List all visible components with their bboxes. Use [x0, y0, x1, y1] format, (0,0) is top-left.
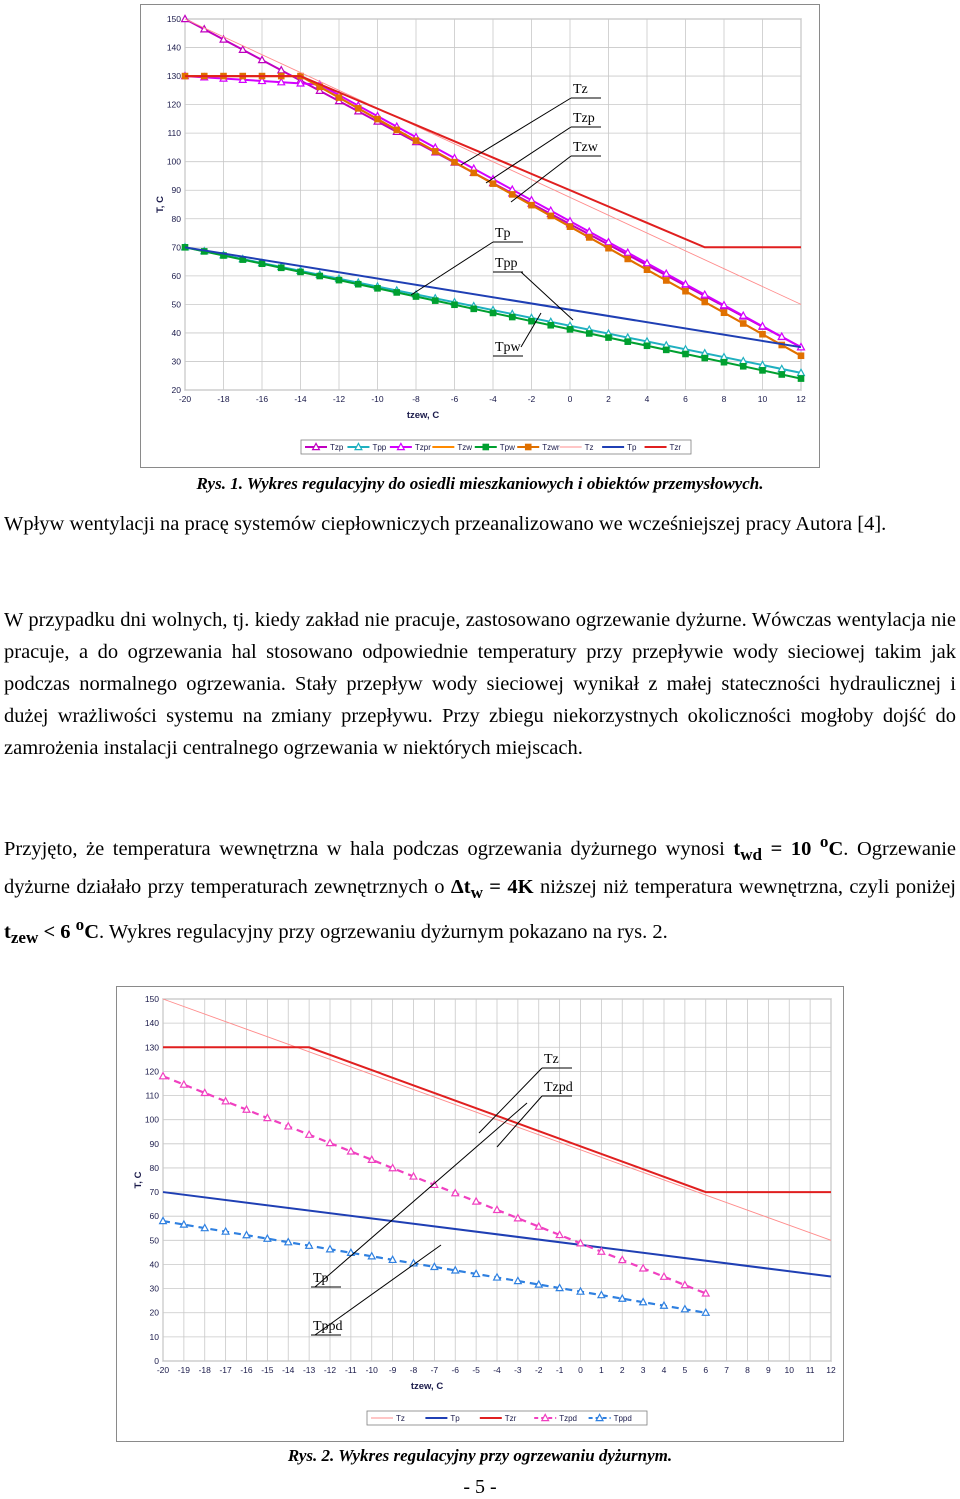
y-axis-label: T, C [133, 1171, 144, 1189]
y-tick-label: 110 [145, 1090, 159, 1101]
x-tick-label: 6 [703, 1365, 709, 1375]
legend-label-tz: Tz [396, 1414, 405, 1423]
point-tzwr [452, 159, 458, 165]
point-tzwr [336, 95, 342, 101]
x-tick-label: -6 [450, 394, 459, 404]
point-tpw [452, 302, 458, 308]
y-axis-label: T, C [155, 196, 166, 213]
point-tpw [798, 376, 804, 382]
callout-label: Tz [544, 1052, 559, 1067]
x-tick-label: 8 [745, 1365, 750, 1375]
legend-label-tzw: Tzw [457, 443, 473, 452]
y-tick-label: 0 [154, 1356, 159, 1366]
y-tick-label: 30 [149, 1283, 159, 1294]
y-tick-label: 60 [149, 1211, 159, 1222]
point-tzwr [567, 224, 573, 230]
y-tick-label: 120 [166, 99, 181, 110]
figure-1-frame [140, 4, 820, 468]
x-tick-label: -8 [412, 394, 420, 404]
paragraph-standby-heating: W przypadku dni wolnych, tj. kiedy zakład nie pracuje, zastosowano ogrzewanie dyżurne. Wówczas wentylacja nie pracuje, a do ogrzewania hal stosowano odpowiednie temperatury przy przepływie wody sieciowej takim jak podczas normalnego ogrzewania. Stały przepływ wody sieciowej wynikał z małej stateczności hydraulicznej i dużej wrażliwości systemu na zmiany przepływu. Przy zbiegu niekorzystnych okoliczności mogłoby dojść do zamrożenia instalacji centralnego ogrzewania w niektórych miejscach. [4, 609, 956, 759]
legend [367, 1411, 647, 1425]
y-tick-label: 30 [171, 356, 181, 367]
x-tick-label: 0 [578, 1365, 583, 1375]
legend-label-tpp: Tpp [372, 443, 387, 452]
legend-label-tzpr: Tzpr [414, 443, 431, 452]
x-tick-label: -2 [534, 1365, 543, 1375]
x-tick-label: -3 [514, 1365, 522, 1375]
point-tpw [625, 339, 631, 345]
y-tick-label: 150 [144, 994, 159, 1004]
y-tick-label: 130 [166, 71, 181, 82]
x-tick-label: -6 [451, 1365, 460, 1375]
point-tpw [663, 347, 669, 353]
x-tick-label: -16 [255, 394, 269, 404]
x-tick-label: -18 [198, 1365, 211, 1375]
x-tick-label: 3 [640, 1365, 646, 1375]
x-tick-label: -12 [323, 1365, 337, 1375]
legend-label-tzp: Tzp [330, 443, 344, 452]
legend-label-tppd: Tppd [613, 1414, 632, 1423]
delta-tw-symbol: $\Delta t_w = 4K$ [450, 875, 534, 903]
y-tick-label: 140 [166, 42, 181, 53]
point-tpw [721, 359, 727, 365]
callout-label: Tp [495, 226, 511, 241]
x-tick-label: -10 [365, 1365, 378, 1375]
legend-label-tzwr: Tzwr [542, 443, 560, 452]
point-tpw [298, 269, 304, 275]
point-tzwr [702, 299, 708, 305]
point-tzwr [490, 181, 496, 187]
x-tick-label: 2 [619, 1365, 625, 1375]
callout-label: Tz [573, 82, 588, 97]
y-tick-label: 20 [149, 1307, 159, 1318]
figure-1-caption: Rys. 1. Wykres regulacyjny do osiedli mieszkaniowych i obiektów przemysłowych. [196, 474, 764, 493]
legend-label-tzr: Tzr [504, 1414, 517, 1423]
y-tick-label: 100 [144, 1114, 159, 1125]
x-tick-label: 2 [606, 394, 611, 404]
point-tpw [413, 294, 419, 300]
x-tick-label: -4 [493, 1365, 501, 1375]
x-tick-label: 4 [661, 1365, 667, 1375]
y-tick-label: 10 [149, 1331, 159, 1342]
x-tick-label: -11 [345, 1365, 357, 1375]
point-tpw [471, 306, 477, 312]
x-tick-label: 6 [683, 394, 688, 404]
point-tpw [548, 322, 554, 328]
figure-2-chart [117, 987, 843, 1441]
x-tick-label: 12 [826, 1365, 836, 1375]
x-tick-label: 9 [766, 1365, 771, 1375]
x-axis-label: tzew, C [406, 410, 440, 421]
y-tick-label: 80 [171, 213, 181, 224]
point-tpw [355, 281, 361, 287]
point-tpw [740, 363, 746, 369]
y-tick-label: 120 [144, 1066, 159, 1077]
x-tick-label: 5 [682, 1365, 688, 1375]
point-tzwr [355, 106, 361, 112]
y-tick-label: 50 [171, 299, 181, 310]
x-tick-label: -7 [430, 1365, 439, 1375]
x-tick-label: -8 [409, 1365, 418, 1375]
point-tpw [644, 343, 650, 349]
paragraph-standby-parameters [4, 826, 956, 954]
y-tick-label: 60 [171, 270, 181, 281]
x-tick-label: -18 [217, 394, 230, 404]
page-number: - 5 - [463, 1476, 497, 1498]
point-tzwr [740, 321, 746, 327]
legend-label-tzr: Tzr [669, 443, 682, 452]
point-tpw [509, 314, 515, 320]
y-tick-label: 130 [144, 1042, 159, 1053]
point-tzwr [548, 213, 554, 219]
point-tpw [586, 331, 592, 337]
x-tick-label: 11 [805, 1365, 815, 1375]
y-tick-label: 110 [167, 128, 181, 139]
figure-2-frame [116, 986, 844, 1442]
legend-marker-tpw [483, 444, 489, 450]
p3-text-1: Przyjęto, że temperatura wewnętrzna w hala podczas ogrzewania dyżurnego wynosi [4, 837, 734, 860]
tzew-symbol: $t_{zew} < 6$ $^o$C [4, 915, 99, 947]
x-axis-label: tzew, C [410, 1381, 444, 1392]
x-tick-label: -19 [177, 1365, 191, 1375]
y-tick-label: 40 [149, 1259, 159, 1270]
point-tzwr [798, 353, 804, 359]
callout-label: Tzw [573, 140, 598, 155]
x-tick-label: -10 [371, 394, 384, 404]
p3-text-3: niższej niż temperatura wewnętrzna, czyli poniżej [533, 875, 956, 898]
point-tzwr [394, 127, 400, 133]
callout-label: Tpp [495, 256, 518, 271]
point-tpw [567, 327, 573, 333]
y-tick-label: 100 [166, 156, 181, 167]
x-tick-label: -14 [282, 1365, 295, 1375]
point-tzwr [625, 256, 631, 262]
y-tick-label: 20 [171, 385, 181, 395]
x-tick-label: 0 [567, 394, 573, 404]
x-tick-label: -17 [219, 1365, 232, 1375]
point-tpw [490, 310, 496, 316]
x-tick-label: -14 [294, 394, 307, 404]
callout-label: Tzp [573, 111, 595, 126]
paragraph-ventilation: Wpływ wentylacji na pracę systemów ciepłowniczych przeanalizowano we wcześniejszej pracy Autora [4]. [4, 513, 887, 535]
point-tzwr [413, 138, 419, 144]
point-tpw [375, 286, 381, 292]
x-tick-label: 1 [599, 1365, 604, 1375]
x-tick-label: -9 [388, 1365, 397, 1375]
point-tzwr [760, 331, 766, 337]
twd-symbol: $t_{wd} = 10$ $^o$C [733, 832, 844, 864]
figure-1-chart [141, 5, 819, 467]
p3-text-2: . Ogrzewanie dyżurne działało przy temperaturach zewnętrznych o [4, 837, 956, 898]
x-tick-label: -1 [555, 1365, 564, 1375]
y-tick-label: 80 [149, 1162, 159, 1173]
x-tick-label: -15 [261, 1365, 274, 1375]
x-tick-label: 10 [757, 394, 768, 404]
point-tpw [432, 298, 438, 304]
callout-label: Tppd [313, 1319, 343, 1334]
callout-label: Tzpd [544, 1080, 573, 1095]
point-tzwr [529, 202, 535, 208]
point-tzwr [586, 235, 592, 241]
legend-marker-tzwr [525, 444, 531, 450]
x-tick-label: 10 [784, 1365, 794, 1375]
x-tick-label: 4 [644, 394, 650, 404]
y-tick-label: 50 [149, 1235, 159, 1246]
point-tpw [394, 290, 400, 296]
legend-label-tp: Tp [627, 443, 637, 452]
y-tick-label: 90 [149, 1138, 159, 1149]
point-tzwr [683, 288, 689, 294]
y-tick-label: 150 [166, 14, 181, 24]
point-tpw [779, 372, 785, 378]
point-tzwr [721, 310, 727, 316]
legend-label-tpw: Tpw [499, 443, 515, 452]
y-tick-label: 140 [144, 1018, 159, 1029]
x-tick-label: -20 [156, 1365, 170, 1375]
callout-label: Tpw [495, 340, 521, 355]
callout-label: Tp [313, 1271, 329, 1286]
y-tick-label: 70 [171, 242, 181, 253]
legend-label-tp: Tp [450, 1414, 460, 1423]
point-tpw [278, 265, 284, 271]
legend-label-tz: Tz [584, 443, 594, 452]
point-tzwr [644, 267, 650, 273]
point-tzwr [375, 116, 381, 122]
y-tick-label: 70 [149, 1187, 159, 1198]
x-tick-label: -20 [178, 394, 192, 404]
point-tpw [683, 351, 689, 357]
x-tick-label: -4 [489, 394, 497, 404]
point-tzwr [606, 245, 612, 251]
point-tzwr [471, 170, 477, 176]
x-tick-label: 7 [724, 1365, 729, 1375]
legend [301, 440, 691, 454]
x-tick-label: -12 [332, 394, 346, 404]
point-tpw [336, 277, 342, 283]
point-tpw [259, 261, 265, 267]
point-tzwr [432, 149, 438, 155]
p3-text-4: . Wykres regulacyjny przy ogrzewaniu dyżurnym pokazano na rys. 2. [99, 920, 668, 943]
point-tzwr [509, 192, 515, 198]
legend-label-tzpd: Tzpd [559, 1414, 577, 1423]
x-tick-label: -5 [472, 1365, 480, 1375]
x-tick-label: -16 [240, 1365, 253, 1375]
y-tick-label: 90 [171, 185, 181, 196]
point-tpw [529, 318, 535, 324]
x-tick-label: -2 [527, 394, 536, 404]
point-tpw [317, 273, 323, 279]
point-tzwr [663, 278, 669, 284]
point-tzp [182, 15, 189, 21]
point-tpw [702, 355, 708, 361]
x-tick-label: -13 [302, 1365, 316, 1375]
y-tick-label: 40 [171, 327, 181, 338]
point-tpw [760, 368, 766, 374]
x-tick-label: 12 [796, 394, 806, 404]
figure-2-caption: Rys. 2. Wykres regulacyjny przy ogrzewaniu dyżurnym. [287, 1446, 673, 1465]
x-tick-label: 8 [721, 394, 727, 404]
point-tpw [606, 335, 612, 341]
